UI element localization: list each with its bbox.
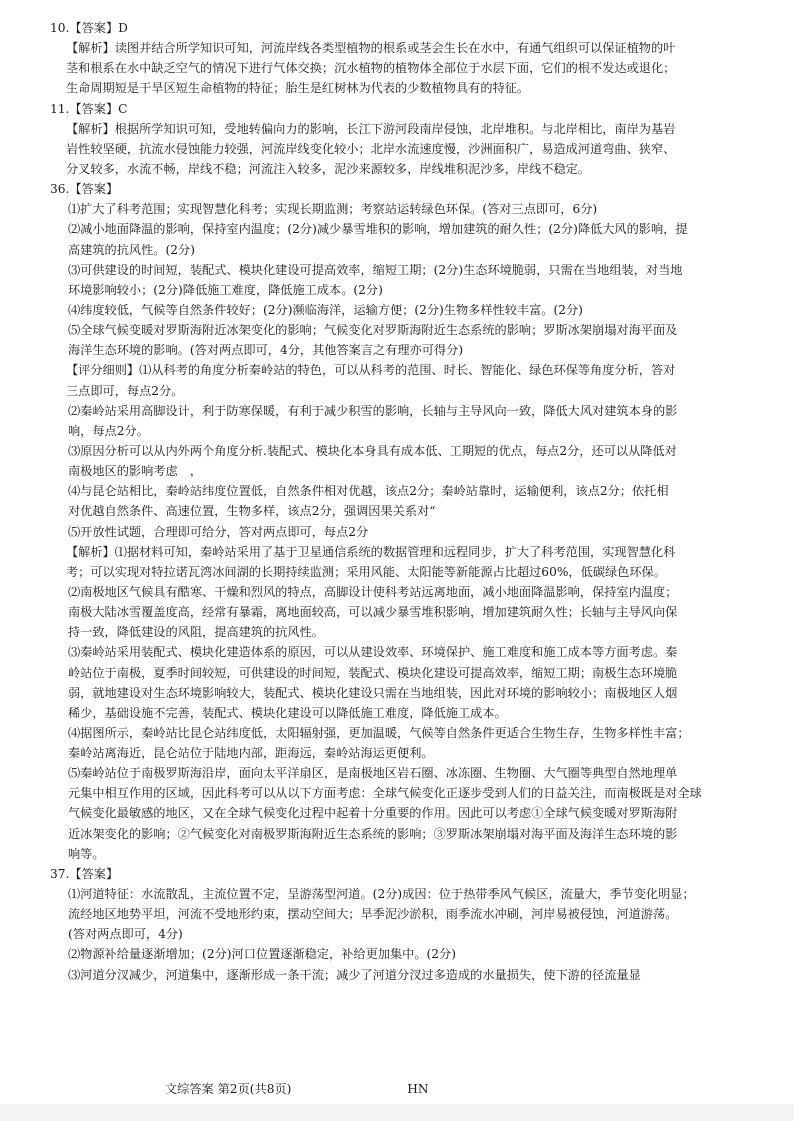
- text-line: 稀少，基础设施不完善，装配式、模块化建设可以降低施工难度，降低施工成本。: [68, 705, 507, 720]
- text-line: 分叉较多，水流不畅，岸线不稳；河流注入较多，泥沙来源较多，岸线堆积泥沙多，岸线不稳定。: [66, 161, 591, 176]
- text-line: 10.【答案】D: [50, 21, 128, 35]
- text-line: ⑶可供建设的时间短，装配式、模块化建设可提高效率，缩短工期；(2分)生态环境脆弱，只需在当地组装，对当地: [68, 262, 683, 277]
- text-line: 秦岭站离海近，昆仑站位于陆地内部，距海远，秦岭站海运更便利。: [68, 746, 434, 761]
- text-line: ⑸开放性试题，合理即可给分，答对两点即可，每点2分: [68, 524, 369, 539]
- text-line: 对优越自然条件、高速位置，生物多样，该点2分，强调因果关系对“: [68, 504, 436, 519]
- text-line: 37.【答案】: [50, 866, 119, 881]
- text-line: ⑶河道分汊减少，河道集中，逐渐形成一条干流；减少了河道分汊过多造成的水量损失，使下游的径流量显: [68, 967, 641, 982]
- text-line: ⑸全球气候变暖对罗斯海附近冰架变化的影响；气候变化对罗斯海附近生态系统的影响；罗斯冰架崩塌对海平面及: [68, 323, 678, 338]
- text-line: ⑴扩大了科考范围；实现智慧化科考；实现长期监测；考察站运转绿色环保。(答对三点即可，6分): [68, 202, 598, 217]
- text-line: 【评分细则】⑴从科考的角度分析秦岭站的特色，可以从科考的范围、时长、智能化、绿色环保等角度分析，答对: [66, 363, 676, 378]
- text-line: 元集中相互作用的区域，因此科考可以从以下方面考虑：全球气候变化正逐步受到人们的日益关注，而南极既是对全球: [68, 786, 702, 801]
- text-line: 【解析】⑴据材料可知，秦岭站采用了基于卫星通信系统的数据管理和远程同步，扩大了科考范围，实现智慧化科: [66, 544, 676, 559]
- text-line: (答对两点即可，4分): [68, 927, 183, 942]
- text-line: 岩性较坚硬，抗流水侵蚀能力较强，河流岸线变化较小；北岸水流速度慢，沙洲面积广，易造成河道弯曲、狭窄、: [66, 141, 676, 156]
- text-line: ⑷据图所示，秦岭站比昆仑站纬度低，太阳辐射强，更加温暖，气候等自然条件更适合生物生存，生物多样性丰富；: [68, 725, 690, 740]
- text-line: 南极大陆冰雪覆盖度高，经常有暴霜，离地面较高，可以减少暴雪堆积影响，增加建筑耐久性；长轴与主导风向保: [68, 605, 678, 620]
- text-line: 海洋生态环境的影响。(答对两点即可，4分，其他答案言之有理亦可得分): [68, 343, 464, 358]
- text-line: 11.【答案】C: [50, 101, 128, 116]
- footer-page-label: 文综答案 第2页(共8页): [165, 1082, 292, 1096]
- text-line: 考；可以实现对特拉诺瓦湾冰间湖的长期持续监测；采用风能、太阳能等新能源占比超过60%，低碳绿色环保。: [66, 564, 666, 579]
- text-line: 【解析】根据所学知识可知，受地转偏向力的影响，长江下游河段南岸侵蚀，北岸堆积。与北岸相比，南岸为基岩: [66, 121, 676, 136]
- text-line: ⑴河道特征：水流散乱，主流位置不定，呈游荡型河道。(2分)成因：位于热带季风气候区，流量大，季节变化明显；: [68, 887, 695, 902]
- answer-content: [50, 18, 750, 985]
- text-line: ⑵减小地面降温的影响，保持室内温度；(2分)减少暴雪堆积的影响，增加建筑的耐久性；(2分)降低大风的影响，提: [68, 222, 688, 237]
- text-line: ⑷与昆仑站相比，秦岭站纬度位置低，自然条件相对优越，该点2分；秦岭站靠时，运输便利，该点2分；依托相: [68, 484, 669, 499]
- text-line: 岭站位于南极，夏季时间较短，可供建设的时间短，装配式、模块化建设可提高效率，缩短工期；南极生态环境脆: [68, 665, 678, 680]
- text-line: ⑸秦岭站位于南极罗斯海沿岸，面向太平洋扇区，是南极地区岩石圈、冰冻圈、生物圈、大气圈等典型自然地理单: [68, 766, 678, 781]
- text-line: 流经地区地势平坦，河流不受地形约束，摆动空间大；旱季泥沙淤积，雨季流水冲刷，河岸易被侵蚀，河道游荡。: [68, 907, 678, 922]
- text-line: 响等。: [68, 846, 105, 861]
- text-line: ⑷纬度较低，气候等自然条件较好；(2分)濒临海洋，运输方便；(2分)生物多样性较丰富。(2分): [68, 302, 583, 317]
- text-line: 持一致，降低建设的风阻，提高建筑的抗风性。: [68, 625, 324, 640]
- footer-code: HN: [407, 1082, 429, 1096]
- text-line: ⑶原因分析可以从内外两个角度分析.装配式、模块化本身具有成本低、工期短的优点，每点2分，还可以从降低对: [68, 443, 677, 458]
- text-line: 高建筑的抗风性。(2分): [68, 242, 195, 257]
- text-line: 茎和根系在水中缺乏空气的情况下进行气体交换；沉水植物的植物体全部位于水层下面，它们的根不发达或退化；: [66, 61, 676, 76]
- text-line: 【解析】读图并结合所学知识可知，河流岸线各类型植物的根系或茎会生长在水中，有通气组织可以保证植物的叶: [66, 41, 676, 56]
- text-line: 36.【答案】: [50, 182, 119, 197]
- text-line: ⑶秦岭站采用装配式、模块化建造体系的原因，可以从建设效率、环境保护、施工难度和施工成本等方面考虑。秦: [68, 645, 678, 660]
- page-footer: [165, 1080, 429, 1098]
- text-line: 气候变化最敏感的地区，又在全球气候变化过程中起着十分重要的作用。因此可以考虑①全球气候变暖对罗斯海附: [68, 806, 678, 821]
- text-line: 响，每点2分。: [68, 423, 149, 438]
- text-line: ⑵秦岭站采用高脚设计，利于防寒保暖，有利于减少积雪的影响，长轴与主导风向一致，降低大风对建筑本身的影: [68, 403, 678, 418]
- text-line: 生命周期短是干旱区短生命植物的特征；胎生是红树林为代表的少数植物具有的特征。: [66, 81, 530, 96]
- text-line: ⑵南极地区气候具有酷寒、干燥和烈风的特点，高脚设计使科考站远离地面，减小地面降温影响，保持室内温度；: [68, 584, 678, 599]
- text-line: 弱，就地建设对生态环境影响较大，装配式、模块化建设只需在当地组装，因此对环境的影响较小；南极地区人烟: [68, 685, 678, 700]
- text-line: 近冰架变化的影响；②气候变化对南极罗斯海附近生态系统的影响；③罗斯冰架崩塌对海平面及海洋生态环境的影: [68, 826, 678, 841]
- text-line: 环境影响较小；(2分)降低施工难度，降低施工成本。(2分): [68, 282, 383, 297]
- text-line: 三点即可，每点2分。: [66, 383, 184, 398]
- text-line: ⑵物源补给量逐渐增加；(2分)河口位置逐渐稳定，补给更加集中。(2分): [68, 947, 456, 962]
- text-line: 南极地区的影响考虑 ，: [68, 464, 203, 479]
